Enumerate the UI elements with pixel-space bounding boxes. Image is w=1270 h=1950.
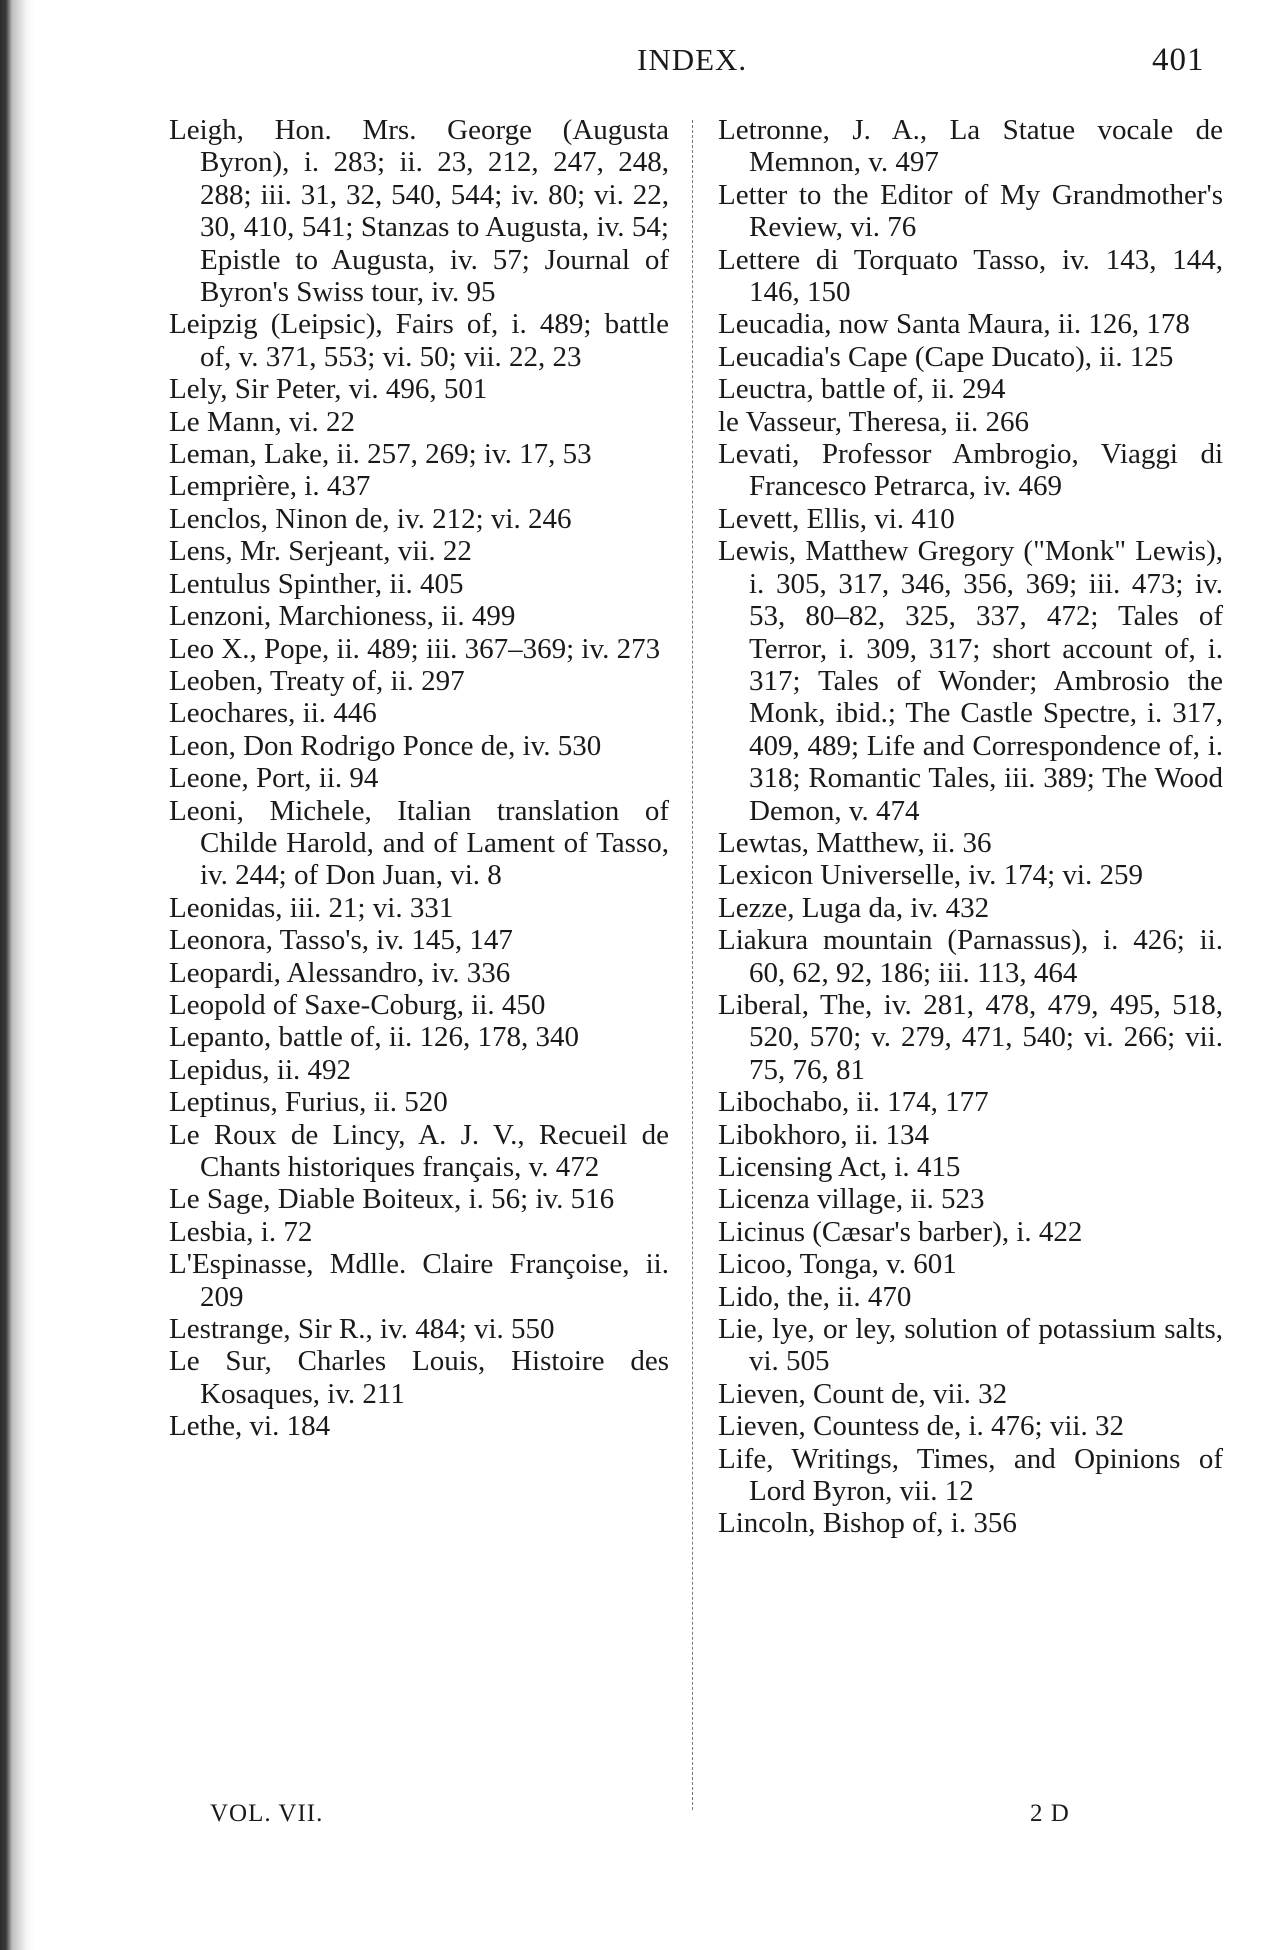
index-entry: Leigh, Hon. Mrs. George (Augusta Byron), i. 283; ii. 23, 212, 247, 248, 288; iii. 31, 32, 540, 544; iv. 80; vi. 22, 30, 410, 541; Stanzas to Augusta, iv. 54; Epistle to Augusta, iv. 57; Journal of Byron's Swiss tour, iv. 95 xyxy=(169,114,669,309)
index-entry: Leochares, ii. 446 xyxy=(169,697,377,730)
index-entry: Leuctra, battle of, ii. 294 xyxy=(718,373,1006,406)
index-entry: Lepanto, battle of, ii. 126, 178, 340 xyxy=(169,1021,579,1054)
index-entry: Le Mann, vi. 22 xyxy=(169,405,356,438)
index-entry: Leipzig (Leipsic), Fairs of, i. 489; battle of, v. 371, 553; vi. 50; vii. 22, 23 xyxy=(169,308,669,373)
index-entry: Licenza village, ii. 523 xyxy=(718,1183,985,1216)
index-entry: Lieven, Count de, vii. 32 xyxy=(718,1377,1008,1410)
index-entry: Letter to the Editor of My Grandmother's Review, vi. 76 xyxy=(718,178,1223,244)
index-entry: Levett, Ellis, vi. 410 xyxy=(718,502,955,535)
index-entry: Lewis, Matthew Gregory ("Monk" Lewis), i. 305, 317, 346, 356, 369; iii. 473; iv. 53, 80–82, 325, 337, 472; Tales of Terror, i. 309, 317; short account of, i. 317; Tales of Wonder; Ambrosio the Monk, ibid.; The Castle Spectre, i. 317, 409, 489; Life and Correspondence of, i. 318; Romantic Tales, iii. 389; The Wood Demon, v. 474 xyxy=(718,535,1223,827)
index-entry: Lido, the, ii. 470 xyxy=(718,1280,912,1313)
index-entry: Le Sur, Charles Louis, Histoire des Kosaques, iv. 211 xyxy=(169,1345,669,1410)
index-entry: Le Sage, Diable Boiteux, i. 56; iv. 516 xyxy=(169,1183,615,1216)
page-header xyxy=(0,42,1270,92)
index-entry: Letronne, J. A., La Statue vocale de Memnon, v. 497 xyxy=(718,114,1223,179)
index-entry: Leoben, Treaty of, ii. 297 xyxy=(169,664,465,697)
column-divider xyxy=(692,120,693,1810)
index-entry: Leucadia's Cape (Cape Ducato), ii. 125 xyxy=(718,340,1174,373)
index-entry: Lenclos, Ninon de, iv. 212; vi. 246 xyxy=(169,502,572,535)
index-entry: Licinus (Cæsar's barber), i. 422 xyxy=(718,1215,1083,1248)
right-column xyxy=(718,114,1223,1540)
signature-mark: 2 D xyxy=(1030,1800,1070,1827)
index-entry: Levati, Professor Ambrogio, Viaggi di Francesco Petrarca, iv. 469 xyxy=(718,438,1223,503)
index-entry: Leo X., Pope, ii. 489; iii. 367–369; iv. 273 xyxy=(169,632,661,665)
index-entry: Leopold of Saxe-Coburg, ii. 450 xyxy=(169,988,546,1021)
index-entry: Lie, lye, or ley, solution of potassium salts, vi. 505 xyxy=(718,1313,1223,1378)
page-number: 401 xyxy=(1152,42,1205,78)
index-entry: Le Roux de Lincy, A. J. V., Recueil de Chants historiques français, v. 472 xyxy=(169,1118,669,1183)
index-entry: Lincoln, Bishop of, i. 356 xyxy=(718,1507,1017,1540)
index-entry: le Vasseur, Theresa, ii. 266 xyxy=(718,405,1030,438)
index-entry: L'Espinasse, Mdlle. Claire Françoise, ii. 209 xyxy=(169,1248,669,1313)
index-entry: Licoo, Tonga, v. 601 xyxy=(718,1248,957,1281)
index-entry: Lewtas, Matthew, ii. 36 xyxy=(718,826,992,859)
index-entry: Liakura mountain (Parnassus), i. 426; ii. 60, 62, 92, 186; iii. 113, 464 xyxy=(718,924,1223,989)
index-entry: Licensing Act, i. 415 xyxy=(718,1151,961,1183)
index-entry: Lepidus, ii. 492 xyxy=(169,1053,352,1086)
index-entry: Libochabo, ii. 174, 177 xyxy=(718,1086,989,1119)
index-entry: Lemprière, i. 437 xyxy=(169,470,371,503)
index-entry: Liberal, The, iv. 281, 478, 479, 495, 518, 520, 570; v. 279, 471, 540; vi. 266; vii. 75, 76, 81 xyxy=(718,988,1223,1086)
page-edge-shadow xyxy=(0,0,34,1950)
index-entry: Libokhoro, ii. 134 xyxy=(718,1118,930,1151)
index-entry: Leopardi, Alessandro, iv. 336 xyxy=(169,956,511,989)
index-entry: Lestrange, Sir R., iv. 484; vi. 550 xyxy=(169,1313,555,1346)
index-entry: Leone, Port, ii. 94 xyxy=(169,762,379,795)
index-entry: Lentulus Spinther, ii. 405 xyxy=(169,567,464,600)
index-entry: Lesbia, i. 72 xyxy=(169,1215,313,1248)
running-title: INDEX. xyxy=(637,42,748,77)
index-entry: Leon, Don Rodrigo Ponce de, iv. 530 xyxy=(169,729,602,762)
index-entry: Leman, Lake, ii. 257, 269; iv. 17, 53 xyxy=(169,438,592,471)
index-entry: Leucadia, now Santa Maura, ii. 126, 178 xyxy=(718,308,1190,341)
index-entry: Leonidas, iii. 21; vi. 331 xyxy=(169,891,454,924)
index-entry: Lieven, Countess de, i. 476; vii. 32 xyxy=(718,1410,1124,1443)
index-entry: Lezze, Luga da, iv. 432 xyxy=(718,891,990,924)
index-entry: Lettere di Torquato Tasso, iv. 143, 144, 146, 150 xyxy=(718,243,1223,309)
index-entry: Leonora, Tasso's, iv. 145, 147 xyxy=(169,924,513,957)
index-entry: Life, Writings, Times, and Opinions of Lord Byron, vii. 12 xyxy=(718,1442,1223,1508)
index-entry: Leoni, Michele, Italian translation of Childe Harold, and of Lament of Tasso, iv. 244; of Don Juan, vi. 8 xyxy=(169,794,669,892)
index-entry: Lely, Sir Peter, vi. 496, 501 xyxy=(169,373,488,406)
left-column xyxy=(169,114,669,1443)
index-entry: Lens, Mr. Serjeant, vii. 22 xyxy=(169,535,472,568)
volume-label: VOL. VII. xyxy=(210,1800,324,1827)
index-entry: Lexicon Universelle, iv. 174; vi. 259 xyxy=(718,859,1143,892)
index-entry: Lethe, vi. 184 xyxy=(169,1410,331,1443)
index-entry: Lenzoni, Marchioness, ii. 499 xyxy=(169,600,516,633)
index-entry: Leptinus, Furius, ii. 520 xyxy=(169,1086,448,1119)
